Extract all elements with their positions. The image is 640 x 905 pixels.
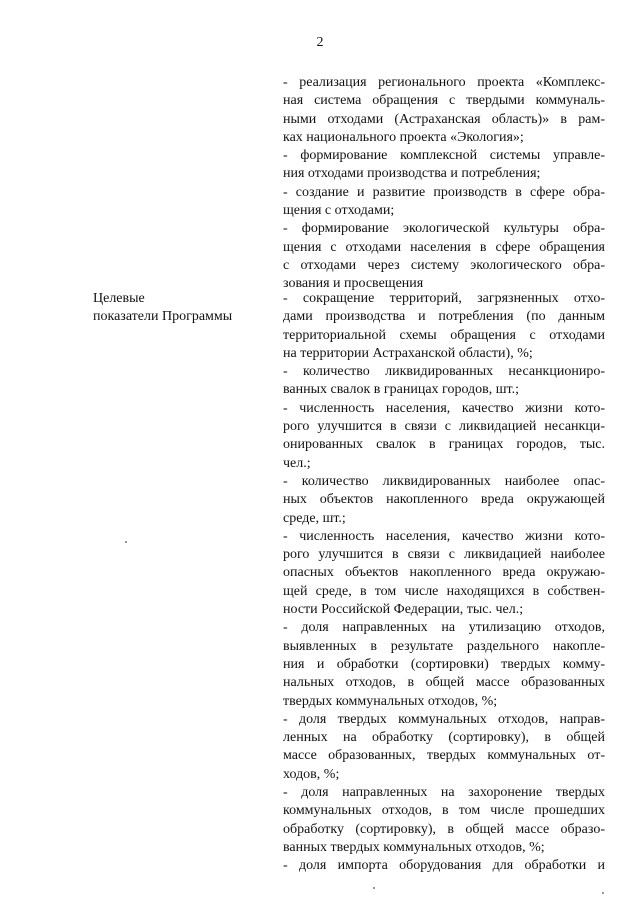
text-line: - реализация регионального проекта «Комплекс-: [283, 75, 605, 90]
text-line: - количество ликвидированных наиболее опас-: [283, 473, 605, 489]
text-line: щения с отходами;: [283, 203, 395, 219]
text-line: - формирование экологической культуры обра-: [283, 221, 605, 237]
text-line: ными отходами (Астраханская область)» в рам-: [283, 111, 605, 127]
text-line: - доля импорта оборудования для обработки и: [283, 858, 605, 874]
indicator-item: [283, 711, 605, 784]
text-line: - доля твердых коммунальных отходов, направ-: [283, 711, 605, 727]
text-line: на территории Астраханской области), %;: [283, 345, 533, 361]
page-number: 2: [316, 35, 324, 50]
text-line: ходов, %;: [283, 766, 340, 782]
text-line: ках национального проекта «Экология»;: [283, 129, 524, 145]
goals-list: [283, 74, 605, 294]
text-line: ности Российской Федерации, тыс. чел.;: [283, 602, 524, 618]
indicator-item: [283, 363, 605, 400]
section-label-line: показатели Программы: [93, 309, 233, 324]
indicator-item: [283, 857, 605, 875]
text-line: опасных объектов накопленного вреда окружаю-: [283, 565, 605, 581]
text-line: онированных свалок в границах городов, тыс.: [283, 437, 605, 453]
indicator-item: [283, 784, 605, 857]
text-line: ленных на обработку (сортировку), в общей: [283, 730, 605, 746]
text-line: нальных отходов, в общей массе образованных: [283, 675, 605, 691]
text-line: щей среде, в том числе находящихся в собствен-: [283, 583, 605, 599]
text-line: ния и обработки (сортировки) твердых комму-: [283, 656, 605, 672]
scan-speck: [125, 541, 127, 543]
goal-item: [283, 74, 605, 147]
indicator-item: [283, 290, 605, 363]
text-line: - количество ликвидированных несанкциониро-: [283, 364, 605, 380]
text-line: ванных свалок в границах городов, шт.;: [283, 382, 520, 398]
text-line: ная система обращения с твердыми коммуналь-: [283, 93, 605, 109]
goal-item: [283, 147, 605, 184]
indicator-item: [283, 619, 605, 710]
scan-speck: [373, 887, 375, 889]
scan-speck: [602, 892, 604, 894]
text-line: - численность населения, качество жизни кото-: [283, 528, 605, 544]
text-line: среде, шт.;: [283, 510, 346, 526]
section-label: [93, 290, 263, 326]
text-line: рого улучшится в связи с ликвидацией несанкци-: [283, 419, 605, 435]
text-line: - доля направленных на утилизацию отходов,: [283, 620, 605, 636]
text-line: ванных твердых коммунальных отходов, %;: [283, 839, 545, 855]
text-line: - создание и развитие производств в сфере обра-: [283, 184, 605, 200]
goal-item: [283, 220, 605, 293]
text-line: чел.;: [283, 455, 311, 471]
text-line: зования и просвещения: [283, 276, 424, 292]
text-line: коммунальных отходов, в том числе прошедших: [283, 803, 605, 819]
text-line: дами производства и потребления (по данным: [283, 309, 605, 325]
text-line: щения с отходами населения в сфере обращения: [283, 239, 605, 255]
text-line: массе образованных, твердых коммунальных от-: [283, 748, 605, 764]
text-line: с отходами через систему экологического обра-: [283, 257, 605, 273]
text-line: ния отходами производства и потребления;: [283, 166, 541, 182]
text-line: рого улучшится в связи с ликвидацией наиболее: [283, 547, 605, 563]
section-label-line: Целевые: [93, 291, 145, 306]
indicator-item: [283, 528, 605, 619]
goal-item: [283, 184, 605, 221]
text-line: выявленных в результате раздельного накопле-: [283, 638, 605, 654]
text-line: - сокращение территорий, загрязненных отхо-: [283, 291, 605, 306]
text-line: - формирование комплексной системы управле-: [283, 148, 605, 164]
text-line: территориальной схемы обращения с отходами: [283, 327, 605, 343]
indicator-item: [283, 400, 605, 473]
text-line: ных объектов накопленного вреда окружающей: [283, 492, 605, 508]
indicator-item: [283, 473, 605, 528]
text-line: твердых коммунальных отходов, %;: [283, 693, 498, 709]
text-line: обработку (сортировку), в общей массе образо-: [283, 821, 605, 837]
text-line: - численность населения, качество жизни кото-: [283, 400, 605, 416]
indicators-list: [283, 290, 605, 876]
text-line: - доля направленных на захоронение твердых: [283, 785, 605, 801]
